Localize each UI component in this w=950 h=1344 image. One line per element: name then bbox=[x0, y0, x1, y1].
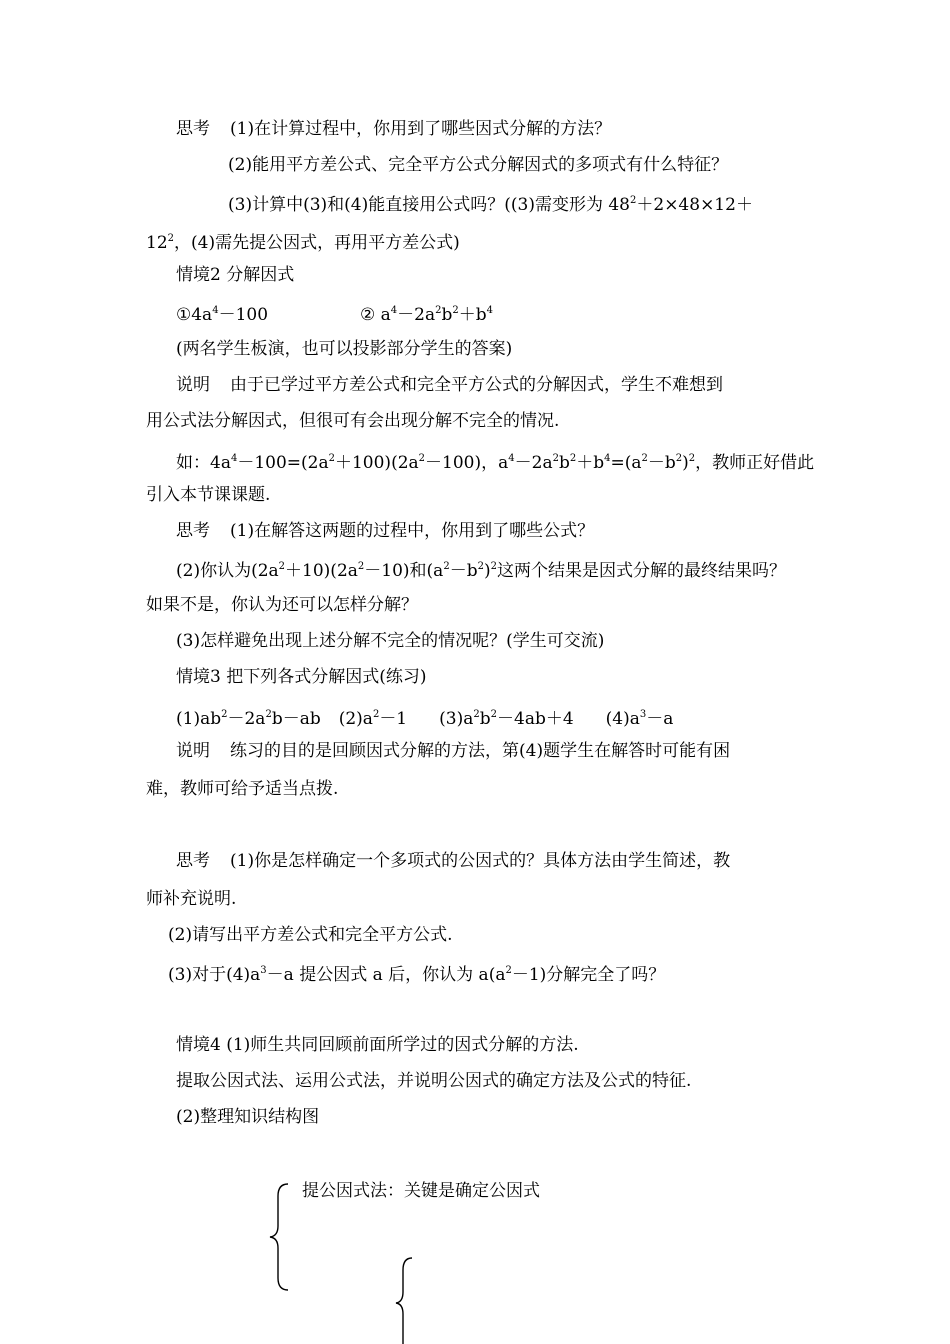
scene3-title: 情境3 把下列各式分解因式(练习) bbox=[176, 667, 427, 687]
math-text: ＋100)(2a bbox=[334, 453, 419, 473]
math-text: －2a bbox=[514, 453, 553, 473]
think2-q3: (3)怎样避免出现上述分解不完全的情况呢？(学生可交流) bbox=[176, 631, 605, 651]
math-text: (1)ab bbox=[176, 709, 222, 729]
superscript: 3 bbox=[260, 965, 267, 976]
explain-label: 说明 bbox=[176, 741, 210, 761]
scene2-note: (两名学生板演，也可以投影部分学生的答案) bbox=[176, 339, 513, 359]
math-text: －10)和(a bbox=[364, 561, 444, 581]
superscript: 3 bbox=[639, 709, 647, 720]
superscript: 4 bbox=[230, 453, 238, 464]
math-text: (4)a bbox=[605, 709, 640, 729]
scene4-title: 情境4 (1)师生共同回顾前面所学过的因式分解的方法. bbox=[176, 1035, 579, 1055]
math-text: －1)分解完全了吗？ bbox=[511, 965, 666, 985]
think3-q3 bbox=[168, 960, 665, 986]
superscript: 2 bbox=[569, 453, 577, 464]
math-text: －100 bbox=[218, 305, 269, 325]
think2-q1: (1)在解答这两题的过程中，你用到了哪些公式？ bbox=[230, 521, 595, 541]
scene2-exercise-1 bbox=[176, 300, 268, 326]
think1-q3-text: 12 bbox=[146, 233, 168, 253]
math-text: ＋b bbox=[576, 453, 605, 473]
math-text: =(a bbox=[610, 453, 642, 473]
scene3-problem-3 bbox=[439, 709, 574, 729]
explain-text: 由于已学过平方差公式和完全平方公式的分解因式，学生不难想到 bbox=[230, 375, 723, 395]
think1-q2: (2)能用平方差公式、完全平方公式分解因式的多项式有什么特征？ bbox=[228, 155, 729, 175]
superscript: 4 bbox=[212, 305, 219, 316]
think1-q3-text: ，(4)需先提公因式，再用平方差公式) bbox=[174, 233, 460, 253]
superscript: 2 bbox=[490, 709, 497, 720]
scene3-problem-1 bbox=[176, 709, 321, 729]
math-text: －100=(2a bbox=[237, 453, 329, 473]
math-text: b bbox=[558, 453, 570, 473]
superscript: 2 bbox=[265, 709, 272, 720]
superscript: 2 bbox=[473, 709, 480, 720]
superscript: 2 bbox=[490, 561, 497, 572]
inner-brace bbox=[394, 1256, 416, 1344]
think2-line1 bbox=[176, 520, 594, 542]
superscript: 2 bbox=[641, 453, 648, 464]
superscript: 4 bbox=[604, 453, 611, 464]
math-text: －100)，a bbox=[425, 453, 509, 473]
scene3-explain-line2: 难，教师可给予适当点拨. bbox=[146, 779, 339, 799]
superscript: 2 bbox=[418, 453, 426, 464]
superscript: 4 bbox=[390, 305, 398, 316]
scene2-explain-line2: 用公式法分解因式，但很可有会出现分解不完全的情况. bbox=[146, 411, 560, 431]
math-text: ①4a bbox=[176, 305, 213, 325]
math-text: －a bbox=[646, 709, 674, 729]
math-text: －b bbox=[647, 453, 676, 473]
think1-q3-text: ＋2×48×12＋ bbox=[636, 195, 753, 215]
left-brace bbox=[268, 1182, 292, 1292]
think1-q3-text: (3)计算中(3)和(4)能直接用公式吗？((3)需变形为 48 bbox=[228, 195, 630, 215]
superscript: 2 bbox=[552, 453, 559, 464]
think2-q2-line1 bbox=[176, 556, 786, 582]
math-text: －1 bbox=[379, 709, 408, 729]
math-text: －4ab＋4 bbox=[497, 709, 574, 729]
math-text: ) bbox=[682, 453, 689, 473]
explain-label: 说明 bbox=[176, 375, 210, 395]
superscript: 2 bbox=[675, 453, 683, 464]
superscript: 2 bbox=[328, 453, 335, 464]
superscript: 2 bbox=[688, 453, 696, 464]
think1-line1 bbox=[176, 118, 611, 140]
scene2-title: 情境2 分解因式 bbox=[176, 265, 295, 285]
think2-label: 思考 bbox=[176, 521, 210, 541]
superscript: 2 bbox=[630, 195, 637, 206]
math-text: b bbox=[441, 305, 453, 325]
think3-q1-line2: 师补充说明. bbox=[146, 889, 237, 909]
math-text: b bbox=[479, 709, 491, 729]
superscript: 2 bbox=[372, 709, 380, 720]
math-text: －b bbox=[449, 561, 478, 581]
scene2-example-line1 bbox=[176, 448, 814, 474]
superscript: 2 bbox=[278, 561, 286, 572]
think3-line1 bbox=[176, 850, 730, 872]
superscript: 2 bbox=[505, 965, 512, 976]
explain-text: 练习的目的是回顾因式分解的方法，第(4)题学生在解答时可能有困 bbox=[230, 741, 731, 761]
math-text: b－ab bbox=[271, 709, 321, 729]
math-text: 如：4a bbox=[176, 453, 231, 473]
superscript: 2 bbox=[443, 561, 450, 572]
superscript: 2 bbox=[452, 305, 459, 316]
think1-q3-line1 bbox=[228, 190, 753, 216]
math-text: ② a bbox=[360, 305, 391, 325]
math-text: －a 提公因式 a 后，你认为 a(a bbox=[266, 965, 506, 985]
math-text: (3)对于(4)a bbox=[168, 965, 261, 985]
scene2-exercise-2 bbox=[360, 300, 493, 326]
math-text: ＋b bbox=[458, 305, 487, 325]
superscript: 2 bbox=[357, 561, 365, 572]
superscript: 2 bbox=[221, 709, 228, 720]
math-text: (3)a bbox=[439, 709, 474, 729]
think1-label: 思考 bbox=[176, 119, 210, 139]
scene3-explain-line1 bbox=[176, 740, 730, 762]
scene2-example-line2: 引入本节课课题. bbox=[146, 485, 271, 505]
scene4-line2: 提取公因式法、运用公式法，并说明公因式的确定方法及公式的特征. bbox=[176, 1071, 692, 1091]
think3-q1: (1)你是怎样确定一个多项式的公因式的？具体方法由学生简述，教 bbox=[230, 851, 731, 871]
math-text: ，教师正好借此 bbox=[695, 453, 815, 473]
scene3-problem-2 bbox=[339, 709, 407, 729]
diagram-node-extract-common-factor: 提公因式法：关键是确定公因式 bbox=[302, 1181, 540, 1201]
math-text: －2a bbox=[227, 709, 266, 729]
math-text: (2)a bbox=[338, 709, 373, 729]
superscript: 2 bbox=[477, 561, 484, 572]
superscript: 2 bbox=[167, 233, 175, 244]
scene3-problem-4 bbox=[606, 709, 674, 729]
think2-q2-line2: 如果不是，你认为还可以怎样分解？ bbox=[146, 595, 418, 615]
math-text: ) bbox=[483, 561, 491, 581]
superscript: 2 bbox=[435, 305, 442, 316]
math-text: 这两个结果是因式分解的最终结果吗？ bbox=[496, 561, 786, 581]
math-text: －2a bbox=[397, 305, 436, 325]
scene3-problems bbox=[176, 704, 673, 730]
scene2-explain-line1 bbox=[176, 374, 723, 396]
think1-q3-line2 bbox=[146, 228, 460, 254]
think3-q2: (2)请写出平方差公式和完全平方公式. bbox=[168, 925, 453, 945]
think3-label: 思考 bbox=[176, 851, 210, 871]
superscript: 4 bbox=[486, 305, 494, 316]
scene4-line3: (2)整理知识结构图 bbox=[176, 1107, 320, 1127]
math-text: (2)你认为(2a bbox=[176, 561, 279, 581]
think1-q1: (1)在计算过程中，你用到了哪些因式分解的方法？ bbox=[230, 119, 612, 139]
math-text: ＋10)(2a bbox=[285, 561, 358, 581]
superscript: 4 bbox=[508, 453, 515, 464]
